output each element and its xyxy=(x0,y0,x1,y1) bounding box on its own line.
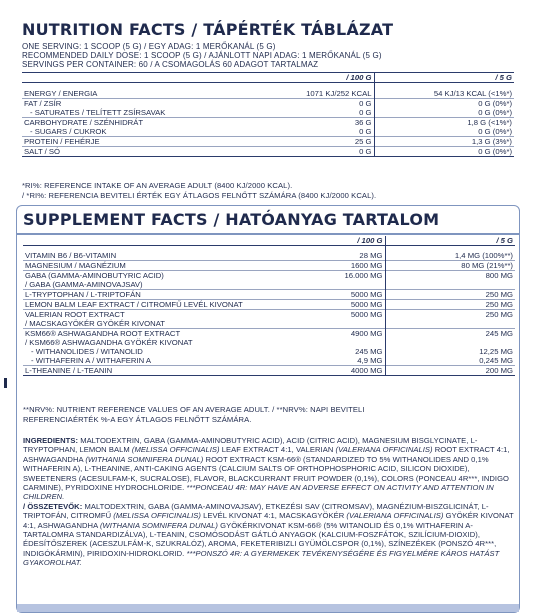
row-value: 1600 MG xyxy=(273,260,385,270)
table-row xyxy=(22,117,514,127)
ingredients-hu-italic: (WITHANIA SOMNIFERA DUNAL) xyxy=(99,520,218,530)
row-value: 5000 MG xyxy=(273,289,385,299)
row-value: 16.000 MG xyxy=(273,270,385,280)
ingredients-hu-italic: (MELISSA OFFICINALIS) xyxy=(113,511,201,521)
row-value: 0 G (0%*) xyxy=(374,98,514,108)
supplement-title: SUPPLEMENT FACTS / HATÓANYAG TARTALOM xyxy=(23,210,440,229)
table-header-row xyxy=(22,73,514,83)
supplement-table xyxy=(23,236,515,376)
row-value xyxy=(385,319,515,329)
row-label: ENERGY / ENERGIA xyxy=(24,88,98,98)
row-value: 1,3 G (3%*) xyxy=(374,136,514,146)
row-label: - SATURATES / TELÍTETT ZSÍRSAVAK xyxy=(30,107,166,117)
row-value: 0 G (0%*) xyxy=(374,146,514,156)
row-label: PROTEIN / FEHÉRJE xyxy=(22,136,244,146)
row-value xyxy=(273,280,385,290)
header-cell: / 100 G xyxy=(273,236,385,246)
serving-line: ONE SERVING: 1 SCOOP (5 G) / EGY ADAG: 1 MERŐKANÁL (5 G) xyxy=(22,42,276,51)
ri-note-en: *RI%: REFERENCE INTAKE OF AN AVERAGE ADULT (8400 KJ/2000 KCAL). xyxy=(22,181,293,190)
row-value: 54 KJ/13 KCAL (<1%*) xyxy=(374,89,514,99)
ingredients-hu-italic: (VALERIANA OFFICINALIS) xyxy=(346,511,444,521)
side-marker xyxy=(4,378,7,388)
table-row xyxy=(23,328,515,338)
row-value: 250 MG xyxy=(385,309,515,319)
nrv-note-line-1: **NRV%: NUTRIENT REFERENCE VALUES OF AN AVERAGE ADULT. / **NRV%: NAPI BEVITELI xyxy=(23,405,365,414)
row-label: VITAMIN B6 / B6-VITAMIN xyxy=(25,250,117,260)
row-value: 0 G (0%*) xyxy=(374,108,514,118)
table-header-row xyxy=(23,236,515,246)
row-label: VALERIAN ROOT EXTRACT xyxy=(23,309,273,319)
table-row xyxy=(22,146,514,156)
row-value: 0 G (0%*) xyxy=(374,127,514,137)
row-value: 80 MG (21%**) xyxy=(385,260,515,270)
row-value xyxy=(273,319,385,329)
nutrition-table xyxy=(22,72,514,157)
table-row xyxy=(23,251,515,261)
row-label: - WITHANOLIDES / WITANOLID xyxy=(31,346,143,356)
row-label: / GABA (GAMMA-AMINOVAJSAV) xyxy=(25,279,143,289)
ingredients-en-part: ROOT EXTRACT 4:1, ASHWAGANDHA xyxy=(23,445,510,464)
bottom-color-band xyxy=(17,604,519,612)
ingredients-hu-part: GYÖKÉR KIVONAT 4:1, ASHWAGANDHA xyxy=(23,511,514,530)
row-label: / KSM66® ASHWAGANDHA GYÖKÉR KIVONAT xyxy=(25,337,193,347)
ingredients-en-part: ROOT EXTRACT KSM-66® (STANDARDIZED TO 5% WITHANOLIDES AND 0,1% WITHAFERIN A), L-THEANINE, ANTI-CAKING AGENTS (CALCIUM SALTS OF ORTHOPHOSPHORIC ACID, SILICON DIOXIDE), SWEETENERS (ACESULFAM-K, SUCRALOSE), FLAVOR, BLACKCURRANT FRUIT POWDER (0,1%), COLORS (PONCEAU 4R***, INDIGO CARMINE), PYRIDOXINE HYDROCHLORIDE. xyxy=(23,454,509,493)
ingredients-en-italic: (MELISSA OFFICINALIS) xyxy=(131,445,220,455)
table-row xyxy=(22,136,514,146)
row-value: 0 G xyxy=(359,107,372,117)
daily-dose-line: RECOMMENDED DAILY DOSE: 1 SCOOP (5 G) / AJÁNLOTT NAPI ADAG: 1 MERŐKANÁL (5 G) xyxy=(22,51,382,60)
ingredients-hu-part: GYÖKÉRKIVONAT KSM-66® (5% WITANOLID ÉS 0,1% WITHAFERIN A-TARTALOMRA STANDARDIZÁLVA), L-TEANIN, CSOMÓSODÁST GÁTLÓ ANYAGOK (KALCIUM-FOSZFÁTOK, SZILÍCIUM-DIOXID), ÉDESÍTŐSZEREK (ACESZULFÁM-K, SZUKRALÓZ), AROMA, FEKETERIBIZLI GYÜMÖLCSPOR (0,1%), SZÍNEZÉKEK (PONSZÓ 4R***, INDIGÓKÁRMIN), PIRIDOXIN-HIDROKLORID. xyxy=(23,520,497,558)
table-row xyxy=(23,280,515,290)
row-value: 5000 MG xyxy=(273,309,385,319)
header-cell xyxy=(22,73,244,83)
row-label: / MACSKAGYÖKÉR GYÖKÉR KIVONAT xyxy=(25,318,165,328)
ingredients-hu-warning: ***PONSZÓ 4R: A GYERMEKEK TEVÉKENYSÉGÉRE ÉS FIGYELMÉRE KÁROS HATÁST GYAKOROLHAT. xyxy=(23,548,500,568)
row-value: 5000 MG xyxy=(273,299,385,309)
table-row xyxy=(23,319,515,329)
row-value: 4000 MG xyxy=(273,365,385,375)
row-value: 800 MG xyxy=(385,270,515,280)
table-row xyxy=(22,89,514,99)
row-value: 1071 KJ/252 KCAL xyxy=(306,88,372,98)
ingredients-text xyxy=(23,436,515,568)
row-value: 1,4 MG (100%**) xyxy=(385,251,515,261)
row-value: 0 G xyxy=(244,98,374,108)
row-value: 28 MG xyxy=(359,250,383,260)
ingredients-hu-part: MALTODEXTRIN, GABA (GAMMA-AMINOVAJSAV), ETKEZÉSI SAV (CITROMSAV), MAGNÉZIUM-BISZGLICINÁT, L-TRIPTOFÁN, CITROMFŰ xyxy=(23,501,489,521)
nutrition-title: NUTRITION FACTS / TÁPÉRTÉK TÁBLÁZAT xyxy=(22,20,394,39)
row-label: MAGNESIUM / MAGNÉZIUM xyxy=(23,260,273,270)
table-row xyxy=(23,338,515,347)
table-row xyxy=(23,365,515,375)
header-cell: / 5 G xyxy=(374,73,514,83)
header-cell xyxy=(23,236,273,246)
row-value: 245 MG xyxy=(355,346,383,356)
row-value: 250 MG xyxy=(385,289,515,299)
table-row xyxy=(22,127,514,137)
table-row xyxy=(23,260,515,270)
row-value: 4900 MG xyxy=(273,328,385,338)
nrv-note-line-2: REFERENCIAÉRTÉK %-A EGY ÁTLAGOS FELNŐTT SZÁMÁRA. xyxy=(23,415,252,424)
ingredients-en-italic: (VALERIANA OFFICINALIS) xyxy=(335,445,433,455)
row-value: 0 G xyxy=(244,146,374,156)
row-label: L-THEANINE / L-TEANIN xyxy=(23,365,273,375)
ingredients-en-part: LEAF EXTRACT 4:1, VALERIAN xyxy=(219,445,336,455)
ingredients-hu-part: LEVÉL KIVONAT 4:1, MACSKAGYÖKÉR xyxy=(201,511,347,521)
table-row xyxy=(23,299,515,309)
row-value: 1,8 G (<1%*) xyxy=(374,117,514,127)
row-label: L-TRYPTOPHAN / L-TRIPTOFÁN xyxy=(23,289,273,299)
title-divider xyxy=(17,233,519,235)
row-value: 0 G xyxy=(359,126,372,136)
row-value xyxy=(273,338,385,347)
header-cell: / 5 G xyxy=(385,236,515,246)
table-row xyxy=(22,98,514,108)
row-value: 0,245 MG xyxy=(385,356,515,366)
row-value: 250 MG xyxy=(385,299,515,309)
servings-per-container-line: SERVINGS PER CONTAINER: 60 / A CSOMAGOLÁS 60 ADAGOT TARTALMAZ xyxy=(22,60,319,69)
table-row xyxy=(23,289,515,299)
row-label: KSM66® ASHWAGANDHA ROOT EXTRACT xyxy=(23,328,273,338)
row-label: SALT / SÓ xyxy=(22,146,244,156)
supplement-facts-panel xyxy=(16,205,520,613)
row-label: CARBOHYDRATE / SZÉNHIDRÁT xyxy=(22,117,244,127)
row-value: 36 G xyxy=(244,117,374,127)
row-value: 245 MG xyxy=(385,328,515,338)
ri-note-hu: / *RI%: REFERENCIA BEVITELI ÉRTÉK EGY ÁTLAGOS FELNŐTT SZÁMÁRA (8400 KJ/2000 KCAL). xyxy=(22,191,377,200)
ingredients-en-label: INGREDIENTS: xyxy=(23,436,79,445)
table-row xyxy=(23,347,515,356)
row-value: 200 MG xyxy=(385,365,515,375)
row-value xyxy=(385,280,515,290)
row-label: LEMON BALM LEAF EXTRACT / CITROMFŰ LEVÉL KIVONAT xyxy=(23,299,273,309)
row-value: 12,25 MG xyxy=(385,347,515,356)
row-label: FAT / ZSÍR xyxy=(22,98,244,108)
header-cell: / 100 G xyxy=(244,73,374,83)
ingredients-en-part: MALTODEXTRIN, GABA (GAMMA-AMINOBUTYRIC ACID), ACID (CITRIC ACID), MAGNESIUM BISGLYCINATE, L-TRYPTOPHAN, LEMON BALM xyxy=(23,436,478,455)
row-label: - SUGARS / CUKROK xyxy=(30,126,107,136)
row-value: 4,9 MG xyxy=(357,355,383,365)
ingredients-en-warning: ***PONCEAU 4R: MAY HAVE AN ADVERSE EFFECT ON ACTIVITY AND ATTENTION IN CHILDREN. xyxy=(23,483,494,502)
table-row xyxy=(23,356,515,366)
table-row xyxy=(22,108,514,118)
row-value: 25 G xyxy=(244,136,374,146)
row-label: - WITHAFERIN A / WITHAFERIN A xyxy=(31,355,152,365)
table-row xyxy=(23,309,515,319)
row-label: GABA (GAMMA-AMINOBUTYRIC ACID) xyxy=(23,270,273,280)
ingredients-hu-label: / ÖSSZETEVŐK: xyxy=(23,501,83,511)
ingredients-en-italic: (WITHANIA SOMNIFERA DUNAL) xyxy=(85,454,204,464)
nutrition-facts-panel xyxy=(16,6,520,202)
table-row xyxy=(23,270,515,280)
row-value xyxy=(385,338,515,347)
